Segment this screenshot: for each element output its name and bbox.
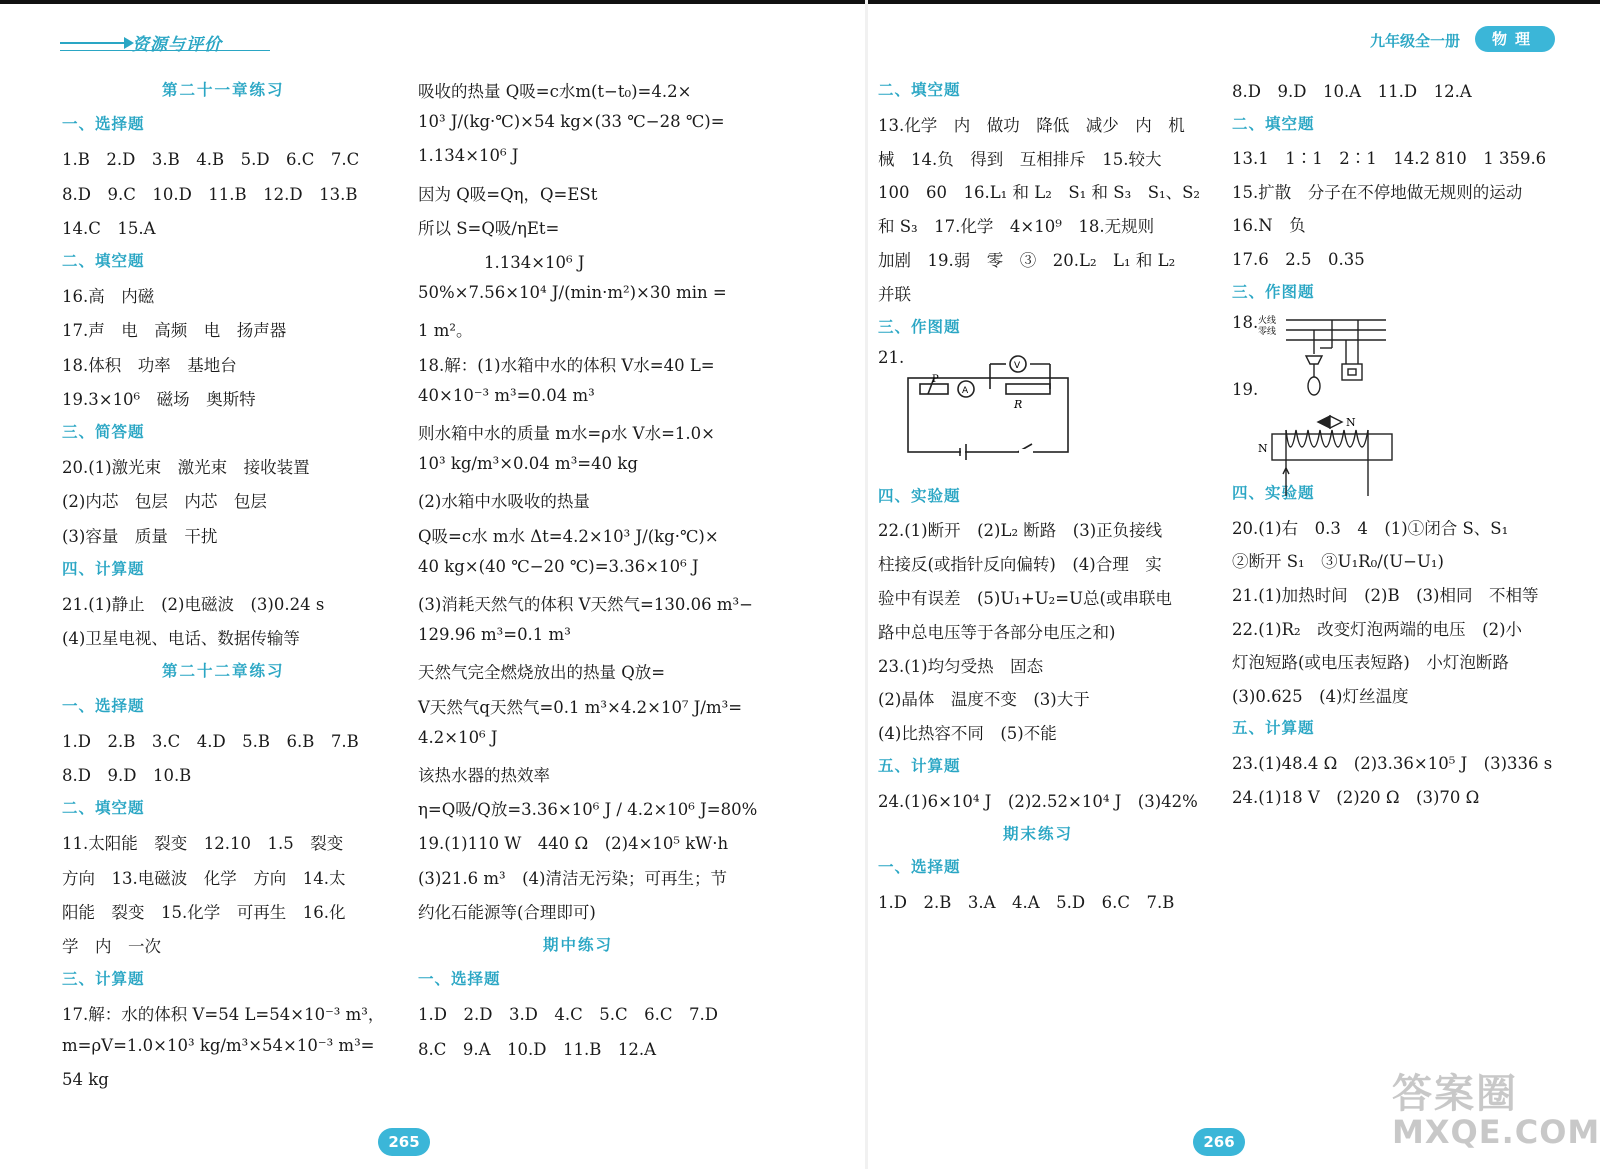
answer-line: 约化石能源等(合理即可) [418, 902, 596, 922]
answer-line: 18. [1232, 313, 1259, 333]
answer-line: 19. [1232, 380, 1259, 400]
answer-line: 8.C 9.A 10.D 11.B 12.A [418, 1039, 657, 1059]
section-heading: 四、计算题 [62, 559, 145, 578]
chapter-heading: 第二十一章练习 [162, 81, 285, 99]
answer-line: 吸收的热量 Q吸=c水m(t−t₀)=4.2× [418, 82, 692, 101]
section-heading: 四、实验题 [878, 486, 961, 505]
answer-line: 1 m²。 [418, 321, 473, 341]
header-grade: 九年级全一册 [1370, 32, 1461, 50]
answer-line: 灯泡短路(或电压表短路) 小灯泡断路 [1232, 653, 1509, 673]
section-heading: 一、选择题 [878, 858, 961, 877]
answer-line: 20.(1)激光束 激光束 接收装置 [62, 458, 310, 478]
section-heading: 二、填空题 [62, 252, 145, 270]
answer-line: 21.(1)加热时间 (2)B (3)相同 不相等 [1232, 586, 1539, 605]
answer-line: 21.(1)静止 (2)电磁波 (3)0.24 s [62, 595, 325, 614]
answer-line: 20.(1)右 0.3 4 (1)①闭合 S、S₁ [1232, 518, 1509, 538]
section-heading: 五、计算题 [878, 757, 961, 775]
answer-line: 22.(1)R₂ 改变灯泡两端的电压 (2)小 [1232, 619, 1523, 639]
answer-line: (2)内芯 包层 内芯 包层 [62, 492, 267, 512]
solenoid-diagram-19 [1256, 408, 1406, 500]
answer-line: η=Q吸/Q放=3.36×10⁶ J / 4.2×10⁶ J=80% [418, 800, 758, 820]
answer-line: 并联 [878, 284, 911, 304]
answer-line: 24.(1)6×10⁴ J (2)2.52×10⁴ J (3)42% [878, 791, 1198, 811]
answer-line: (2)水箱中水吸收的热量 [418, 492, 590, 512]
answer-line: 1.134×10⁶ J [418, 146, 519, 166]
circuit-diagram-21 [900, 352, 1080, 462]
answer-line: 1.D 2.B 3.C 4.D 5.B 6.B 7.B [62, 731, 359, 751]
answer-line: (3)消耗天然气的体积 V天然气=130.06 m³− [418, 595, 753, 614]
answer-line: 40×10⁻³ m³=0.04 m³ [418, 385, 595, 405]
answer-line: 24.(1)18 V (2)20 Ω (3)70 Ω [1232, 787, 1480, 807]
section-heading: 一、选择题 [418, 970, 501, 989]
answer-line: 8.D 9.C 10.D 11.B 12.D 13.B [62, 184, 358, 204]
answer-line: (4)比热容不同 (5)不能 [878, 724, 1057, 744]
answer-line: 22.(1)断开 (2)L₂ 断路 (3)正负接线 [878, 521, 1163, 541]
page-number-left: 265 [378, 1128, 430, 1156]
answer-line: 17.6 2.5 0.35 [1232, 250, 1365, 269]
answer-line: ②断开 S₁ ③U₁R₀/(U−U₁) [1232, 552, 1444, 572]
answer-line: (3)0.625 (4)灯丝温度 [1232, 686, 1409, 706]
answer-line: 50%×7.56×10⁴ J/(min·m²)×30 min = [418, 283, 727, 303]
resistor-label: R [1014, 398, 1023, 411]
header-underline [60, 50, 270, 51]
answer-line: 23.(1)48.4 Ω (2)3.36×10⁵ J (3)336 s [1232, 754, 1553, 773]
answer-line: 所以 S=Q吸/ηEt= [418, 218, 560, 238]
section-heading: 二、填空题 [62, 799, 145, 818]
answer-line: 天然气完全燃烧放出的热量 Q放= [418, 663, 666, 683]
ammeter-label: A [962, 386, 969, 396]
answer-line: 54 kg [62, 1069, 109, 1089]
answer-line: 和 S₃ 17.化学 4×10⁹ 18.无规则 [878, 217, 1155, 237]
watermark-url: MXQE.COM [1392, 1113, 1600, 1151]
answer-line: 13.1 1∶1 2∶1 14.2 810 1 359.6 [1232, 149, 1547, 169]
section-heading: 三、作图题 [1232, 282, 1315, 301]
answer-line: 19.(1)110 W 440 Ω (2)4×10⁵ kW·h [418, 834, 729, 854]
section-heading: 三、作图题 [878, 317, 961, 336]
answer-line: V天然气q天然气=0.1 m³×4.2×10⁷ J/m³= [418, 697, 743, 717]
answer-line: 14.C 15.A [62, 218, 156, 238]
answer-line: 15.扩散 分子在不停地做无规则的运动 [1232, 182, 1523, 202]
answer-line: 因为 Q吸=Qη，Q=ESt [418, 184, 598, 204]
voltmeter-label: V [1014, 361, 1021, 371]
answer-line: 40 kg×(40 ℃−20 ℃)=3.36×10⁶ J [418, 556, 699, 576]
watermark-logo-text: 答案圈 [1392, 1071, 1518, 1117]
answer-line: 16.N 负 [1232, 216, 1306, 236]
chapter-heading: 期末练习 [1003, 824, 1074, 843]
answer-line: (3)21.6 m³ (4)清洁无污染；可再生；节 [418, 868, 727, 888]
answer-line: (3)容量 质量 干扰 [62, 526, 218, 546]
answer-line: 21. [878, 348, 905, 368]
answer-line: 方向 13.电磁波 化学 方向 14.太 [62, 868, 346, 888]
section-heading: 二、填空题 [878, 81, 961, 99]
section-heading: 三、计算题 [62, 970, 145, 989]
answer-line: 则水箱中水的质量 m水=ρ水 V水=1.0× [418, 424, 715, 443]
answer-line: 100 60 16.L₁ 和 L₂ S₁ 和 S₃ S₁、S₂ [878, 183, 1201, 203]
section-heading: 二、填空题 [1232, 114, 1315, 133]
answer-line: 械 14.负 得到 互相排斥 15.较大 [878, 149, 1162, 169]
answer-line: 该热水器的热效率 [418, 766, 550, 785]
answer-line: 19.3×10⁶ 磁场 奥斯特 [62, 389, 256, 409]
live-wire-label: 火线 [1258, 316, 1277, 326]
page-gutter [865, 0, 868, 1169]
section-heading: 一、选择题 [62, 115, 145, 134]
slider-label: P [932, 374, 939, 385]
answer-line: 13.化学 内 做功 降低 减少 内 机 [878, 115, 1185, 135]
answer-line: 柱接反(或指针反向偏转) (4)合理 实 [878, 555, 1162, 575]
compass-north-label: N [1346, 416, 1356, 429]
answer-line: (4)卫星电视、电话、数据传输等 [62, 629, 300, 649]
answer-line: 129.96 m³=0.1 m³ [418, 625, 571, 645]
answer-line: 1.B 2.D 3.B 4.B 5.D 6.C 7.C [62, 150, 360, 170]
answer-line: 17.解：水的体积 V=54 L=54×10⁻³ m³， [62, 1005, 385, 1025]
section-heading: 一、选择题 [62, 696, 145, 715]
wiring-diagram-18 [1258, 314, 1388, 404]
top-border [0, 0, 1600, 4]
section-heading: 五、计算题 [1232, 719, 1315, 738]
solenoid-north-label: N [1258, 442, 1268, 455]
answer-line: 8.D 9.D 10.A 11.D 12.A [1232, 82, 1472, 101]
subject-badge: 物理 [1475, 26, 1555, 52]
answer-line: m=ρV=1.0×10³ kg/m³×54×10⁻³ m³= [62, 1035, 375, 1055]
answer-line: 验中有误差 (5)U₁+U₂=U总(或串联电 [878, 589, 1172, 608]
answer-line: 4.2×10⁶ J [418, 727, 498, 747]
answer-line: 16.高 内磁 [62, 287, 155, 307]
answer-line: 路中总电压等于各部分电压之和) [878, 622, 1116, 642]
answer-line: 8.D 9.D 10.B [62, 766, 192, 785]
chapter-heading: 第二十二章练习 [162, 662, 285, 681]
answer-line: 阳能 裂变 15.化学 可再生 16.化 [62, 902, 346, 922]
header-title: 资源与评价 [132, 35, 222, 55]
watermark [1392, 1062, 1600, 1151]
answer-line: 1.D 2.D 3.D 4.C 5.C 6.C 7.D [418, 1005, 718, 1025]
answer-line: 18.体积 功率 基地台 [62, 355, 237, 375]
answer-line: 加剧 19.弱 零 ③ 20.L₂ L₁ 和 L₂ [878, 251, 1176, 270]
answer-line: 1.134×10⁶ J [418, 253, 585, 272]
section-heading: 三、简答题 [62, 423, 145, 441]
page-number-right: 266 [1193, 1128, 1245, 1156]
answer-line: 1.D 2.B 3.A 4.A 5.D 6.C 7.B [878, 893, 1175, 913]
answer-line: 10³ kg/m³×0.04 m³=40 kg [418, 454, 638, 474]
answer-line: 11.太阳能 裂变 12.10 1.5 裂变 [62, 834, 344, 854]
answer-line: 17.声 电 高频 电 扬声器 [62, 321, 287, 341]
chapter-heading: 期中练习 [543, 936, 614, 954]
neutral-wire-label: 零线 [1258, 327, 1277, 337]
answer-line: 18.解：(1)水箱中水的体积 V水=40 L= [418, 355, 715, 375]
answer-line: Q吸=c水 m水 Δt=4.2×10³ J/(kg·℃)× [418, 526, 719, 546]
answer-line: 学 内 一次 [62, 937, 161, 956]
section-heading: 四、实验题 [1232, 484, 1315, 503]
answer-line: 23.(1)均匀受热 固态 [878, 656, 1044, 676]
answer-line: 10³ J/(kg·℃)×54 kg×(33 ℃−28 ℃)= [418, 112, 725, 132]
header-arrow-line [60, 42, 128, 44]
answer-line: (2)晶体 温度不变 (3)大于 [878, 690, 1090, 710]
